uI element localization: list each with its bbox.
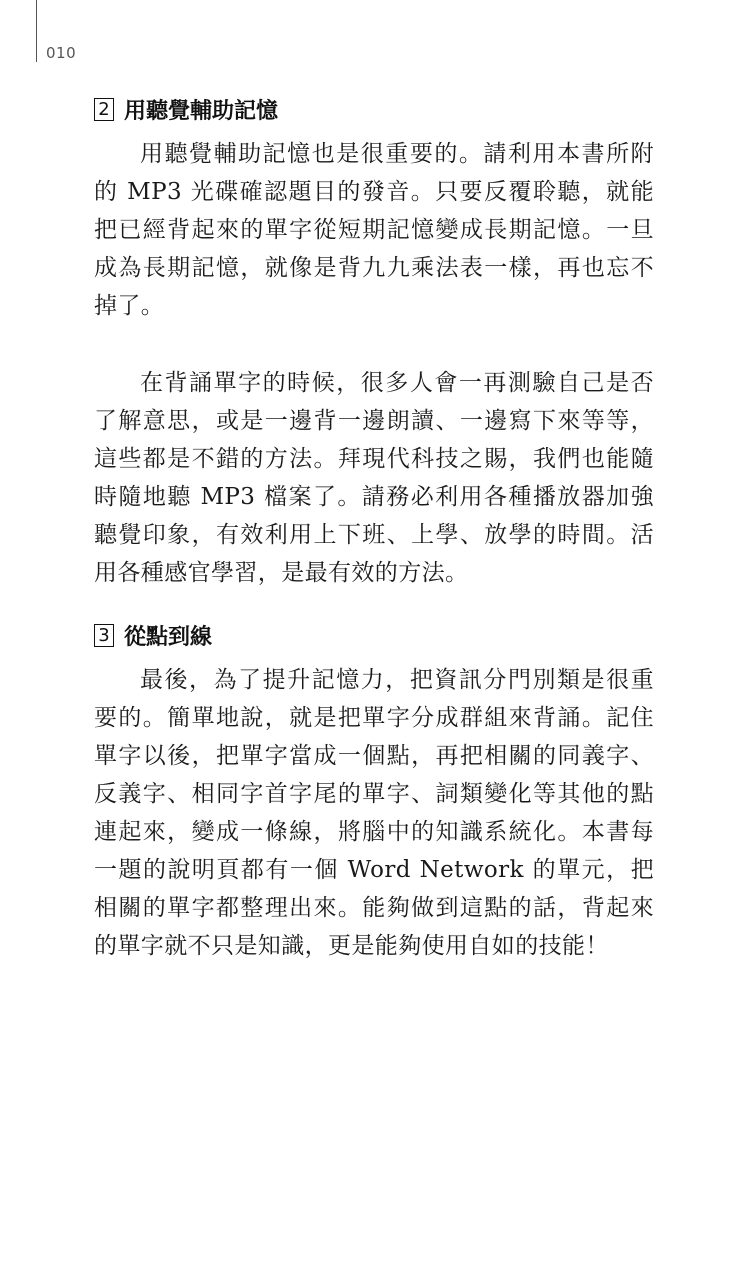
section-number-box: 3 <box>94 624 114 647</box>
page-number: 010 <box>46 44 77 62</box>
section-auditory-memory <box>94 94 654 592</box>
section-heading <box>94 94 654 124</box>
section-heading <box>94 620 654 650</box>
page-margin-rule <box>36 0 37 62</box>
section-point-to-line <box>94 620 654 965</box>
section-number-box: 2 <box>94 98 114 121</box>
section-title: 用聽覺輔助記憶 <box>124 98 279 124</box>
paragraph: 最後，為了提升記憶力，把資訊分門別類是很重要的。簡單地說，就是把單字分成群組來背誦。記住單字以後，把單字當成一個點，再把相關的同義字、反義字、相同字首字尾的單字、詞類變化等其他的點連起來，變成一條線，將腦中的知識系統化。本書每一題的說明頁都有一個 Word Network 的單元，把相關的單字都整理出來。能夠做到這點的話，背起來的單字就不只是知識，更是能夠使用自如的技能！ <box>94 667 654 959</box>
section-title: 從點到線 <box>124 624 213 650</box>
paragraph: 用聽覺輔助記憶也是很重要的。請利用本書所附的 MP3 光碟確認題目的發音。只要反覆聆聽，就能把已經背起來的單字從短期記憶變成長期記憶。一旦成為長期記憶，就像是背九九乘法表一樣，再也忘不掉了。 <box>94 141 654 319</box>
paragraph: 在背誦單字的時候，很多人會一再測驗自己是否了解意思，或是一邊背一邊朗讀、一邊寫下來等等，這些都是不錯的方法。拜現代科技之賜，我們也能隨時隨地聽 MP3 檔案了。請務必利用各種播放器加強聽覺印象，有效利用上下班、上學、放學的時間。活用各種感官學習，是最有效的方法。 <box>94 370 654 586</box>
